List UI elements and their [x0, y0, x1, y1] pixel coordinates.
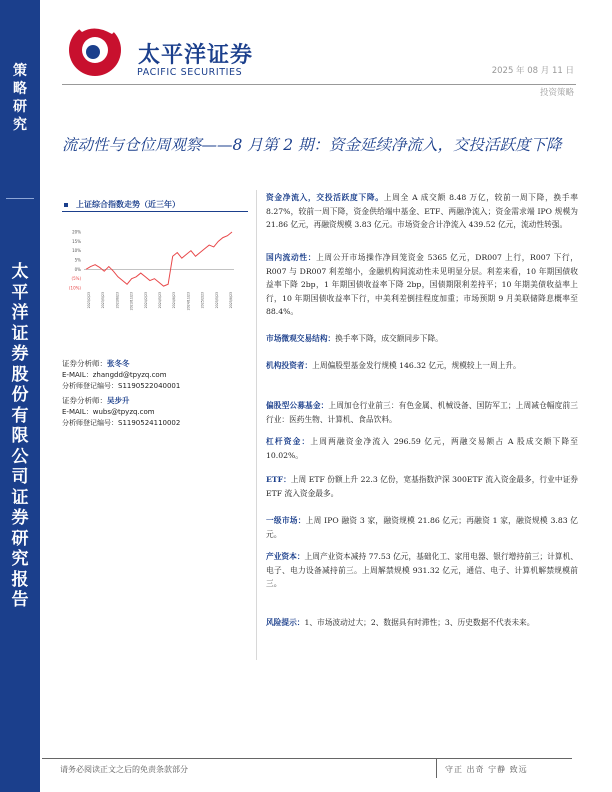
- paragraph-lead: 市场微观交易结构：: [266, 334, 336, 343]
- sidebar: [0, 0, 40, 792]
- paragraph-lead: 风险提示：: [266, 618, 305, 627]
- paragraph-lead: ETF：: [266, 475, 291, 484]
- analyst-name: 张冬冬: [107, 359, 130, 368]
- summary-paragraph: [266, 359, 578, 373]
- x-tick-label: 2024/11/23: [186, 292, 191, 311]
- paragraph-body: 上周 IPO 融资 3 家，融资规模 21.86 亿元；再融资 1 家，融资规模 3.83 亿元。: [266, 516, 578, 539]
- header-divider: [62, 84, 576, 85]
- footer-slogan: 守正 出奇 宁静 致远: [445, 765, 528, 774]
- analyst-registration: 分析师登记编号：S1190522040001: [62, 382, 181, 390]
- summary-paragraph: [266, 514, 578, 541]
- x-tick-label: 2023/5/23: [101, 292, 106, 309]
- pacific-securities-logo: [62, 12, 132, 82]
- report-date: 2025 年 08 月 11 日: [491, 66, 574, 76]
- brand-name-en: PACIFIC SECURITIES: [137, 67, 243, 78]
- y-tick-label: 5%: [74, 257, 81, 263]
- paragraph-body: 上周产业资本减持 77.53 亿元，基础化工、家用电器、银行增持前三；计算机、电子、电力设备减持前三。上周解禁规模 931.32 亿元，通信、电子、计算机解禁规模前三。: [266, 552, 578, 588]
- y-tick-label: 10%: [72, 248, 81, 254]
- report-title: 流动性与仓位周观察——8 月第 2 期：资金延续净流入，交投活跃度下降: [62, 136, 562, 154]
- paragraph-body: 上周加仓行业前三：有色金属、机械设备、国防军工；上周减仓幅度前三行业：医药生物、计算机、食品饮料。: [266, 401, 578, 424]
- footer-separator: [436, 758, 437, 778]
- analyst-name: 吴步升: [107, 396, 130, 405]
- chart-title-underline: [62, 211, 248, 212]
- x-tick-label: 2024/2/23: [143, 292, 148, 309]
- paragraph-lead: 产业资本：: [266, 552, 305, 561]
- chart-title-text: 上证综合指数走势（近三年）: [76, 199, 180, 209]
- paragraph-lead: 偏股型公募基金：: [266, 401, 329, 410]
- column-divider: [256, 190, 257, 660]
- x-tick-label: 2024/8/23: [172, 292, 177, 309]
- x-tick-label: 2023/8/23: [115, 292, 120, 309]
- paragraph-body: 上周 ETF 份额上升 22.3 亿份，宽基指数沪深 300ETF 流入资金最多，行业中证券 ETF 流入资金最多。: [266, 475, 578, 498]
- summary-paragraph: [266, 251, 578, 319]
- analyst-email[interactable]: E-MAIL：wubs@tpyzq.com: [62, 407, 155, 416]
- y-tick-label: 0%: [74, 266, 81, 272]
- summary-paragraph: [266, 191, 578, 232]
- footer-disclaimer: 请务必阅读正文之后的免责条款部分: [60, 765, 188, 774]
- paragraph-lead: 资金净流入，交投活跃度下降。: [266, 193, 384, 202]
- y-tick-label: (10%): [68, 285, 81, 291]
- y-tick-label: (5%): [71, 276, 81, 282]
- paragraph-body: 上周公开市场操作净回笼资金 5365 亿元，DR007 上行，R007 下行，R007 与 DR007 利差缩小，金融机构间流动性未见明显分层。利差来看，10 年期国债收益率下降 2bp，1 年期国债收益率下降 2bp，国债期限利差持平；10 年期美债收益率上行，10 年期国债收益率下行，中美利差倒挂程度加重；市场预期 9 月美联储降息概率至 88.4%。: [266, 253, 578, 316]
- chart-title: [64, 199, 180, 210]
- report-category: 投资策略: [539, 88, 574, 98]
- x-tick-label: 2025/5/23: [214, 292, 219, 309]
- paragraph-body: 换手率下降，成交额同步下降。: [335, 334, 443, 343]
- analyst-role: 证券分析师：: [62, 396, 107, 405]
- summary-paragraph: [266, 550, 578, 591]
- x-tick-label: 2025/8/23: [229, 292, 233, 309]
- y-tick-label: 20%: [72, 229, 81, 235]
- x-tick-label: 2023/2/23: [87, 292, 91, 309]
- summary-paragraph: [266, 473, 578, 500]
- paragraph-body: 上周偏股型基金发行规模 146.32 亿元，规模较上一周上升。: [312, 361, 521, 370]
- series-line: [86, 232, 232, 286]
- analyst-block-2: [62, 395, 180, 430]
- sidebar-company: 太平洋证券股份有限公司证券研究报告: [11, 262, 29, 610]
- paragraph-body: 1、市场波动过大；2、数据具有时滞性；3、历史数据不代表未来。: [304, 618, 535, 627]
- summary-paragraph: [266, 435, 578, 462]
- sidebar-divider: [6, 198, 34, 199]
- analyst-registration: 分析师登记编号：S1190524110002: [62, 419, 181, 427]
- y-tick-label: 15%: [72, 238, 81, 244]
- analyst-email[interactable]: E-MAIL：zhangdd@tpyzq.com: [62, 370, 167, 379]
- brand-name-cn: 太平洋证券: [138, 43, 254, 68]
- paragraph-lead: 一级市场：: [266, 516, 306, 525]
- sidebar-category: 策略研究: [13, 63, 27, 133]
- analyst-block-1: [62, 358, 180, 393]
- bullet-square-icon: [64, 203, 68, 207]
- paragraph-lead: 国内流动性：: [266, 253, 317, 262]
- x-tick-label: 2025/2/23: [200, 292, 205, 309]
- paragraph-body: 上周全 A 成交额 8.48 万亿，较前一周下降，换手率 8.27%，较前一周下降，资金供给端中基金、ETF、两融净流入；资金需求端 IPO 规模为 21.86 亿元，再融资规模 3.83 亿元。市场资金合计净流入 439.52 亿元，流动性转强。: [266, 193, 578, 229]
- paragraph-lead: 机构投资者：: [266, 361, 313, 370]
- summary-paragraph: [266, 332, 578, 346]
- x-tick-label: 2024/5/23: [158, 292, 162, 309]
- x-tick-label: 2023/11/23: [129, 292, 134, 311]
- analyst-role: 证券分析师：: [62, 359, 107, 368]
- paragraph-body: 上周两融资金净流入 296.59 亿元，两融交易额占 A 股成交额下降至 10.02%。: [266, 437, 578, 460]
- summary-paragraph: [266, 399, 578, 426]
- paragraph-lead: 杠杆资金：: [266, 437, 311, 446]
- index-trend-chart: [62, 226, 242, 322]
- footer-divider: [42, 758, 572, 759]
- summary-paragraph: [266, 616, 578, 630]
